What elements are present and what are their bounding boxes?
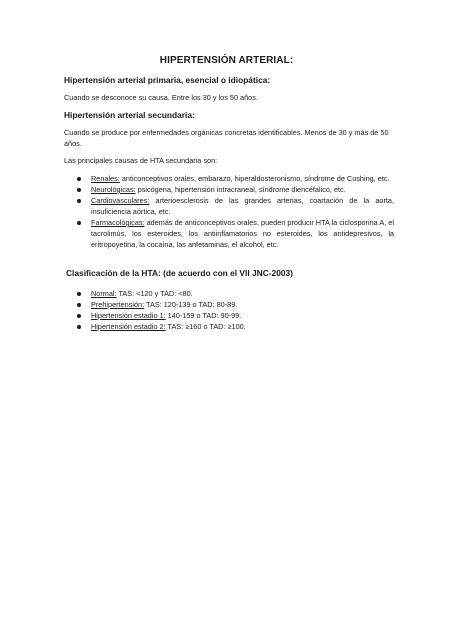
bullet-icon bbox=[77, 177, 81, 181]
list-item bbox=[64, 184, 394, 195]
primaria-heading: Hipertensión arterial primaria, esencial o idiopática: bbox=[64, 75, 271, 85]
list-item bbox=[64, 321, 394, 332]
item-text: TAS: ≥160 o TAD: ≥100. bbox=[165, 322, 246, 331]
causes-list bbox=[64, 173, 394, 250]
item-term: Renales: bbox=[91, 174, 120, 183]
item-text: TAS: <120 y TAD: <80. bbox=[116, 289, 193, 298]
list-item bbox=[64, 173, 394, 184]
classification-list bbox=[64, 288, 394, 332]
bullet-icon bbox=[77, 325, 81, 329]
list-item bbox=[64, 299, 394, 310]
bullet-icon bbox=[77, 221, 81, 225]
secundaria-intro: Las principales causas de HTA secundaria son: bbox=[64, 156, 218, 165]
item-text: 140-159 o TAD: 90-99. bbox=[165, 311, 242, 320]
bullet-icon bbox=[77, 314, 81, 318]
list-item bbox=[64, 217, 394, 250]
bullet-icon bbox=[77, 188, 81, 192]
page-title: HIPERTENSIÓN ARTERIAL: bbox=[159, 55, 294, 66]
item-term: Normal: bbox=[91, 289, 117, 298]
item-term: Cardiovasculares: bbox=[91, 196, 150, 205]
list-item bbox=[64, 310, 394, 321]
item-term: Hipertensión estadio 1: bbox=[91, 311, 166, 320]
item-text: anticonceptivos orales, embarazo, hiperaldosteronismo, síndrome de Cushing, etc. bbox=[119, 174, 390, 183]
item-term: Neurológicas: bbox=[91, 185, 136, 194]
secundaria-text: Cuando se produce por enfermedades orgánicas concretas identificables. Menos de 30 y más de 50 años. bbox=[64, 128, 389, 148]
list-item bbox=[64, 195, 394, 217]
list-item bbox=[64, 288, 394, 299]
item-text: además de anticonceptivos orales, pueden producir HTA la ciclosporina A, el tacrolimús, los esteroides, los antiinflamatorios no esteroides, los antidepresivos, la eritropoyetina, la cocaína, las anfetaminas, el alcohol, etc. bbox=[91, 218, 394, 249]
item-term: Hipertensión estadio 2: bbox=[91, 322, 166, 331]
item-text: psicógena, hipertensión intracraneal, síndrome diencéfalico, etc. bbox=[135, 185, 346, 194]
item-term: Prehipertensión: bbox=[91, 300, 145, 309]
bullet-icon bbox=[77, 292, 81, 296]
item-text: TAS: 120-139 o TAD: 80-89. bbox=[144, 300, 238, 309]
secundaria-heading: Hipertensión arterial secundaria: bbox=[64, 110, 195, 120]
bullet-icon bbox=[77, 199, 81, 203]
primaria-text: Cuando se desconoce su causa. Entre los 30 y los 50 años. bbox=[64, 93, 258, 102]
clasificacion-heading: Clasificación de la HTA: (de acuerdo con el VII JNC-2003) bbox=[66, 268, 293, 278]
bullet-icon bbox=[77, 303, 81, 307]
item-term: Farmacológicas: bbox=[91, 218, 145, 227]
item-text: arterioesclerosis de las grandes arterias, coartación de la aorta, insuficiencia aórtica, etc. bbox=[91, 196, 394, 216]
